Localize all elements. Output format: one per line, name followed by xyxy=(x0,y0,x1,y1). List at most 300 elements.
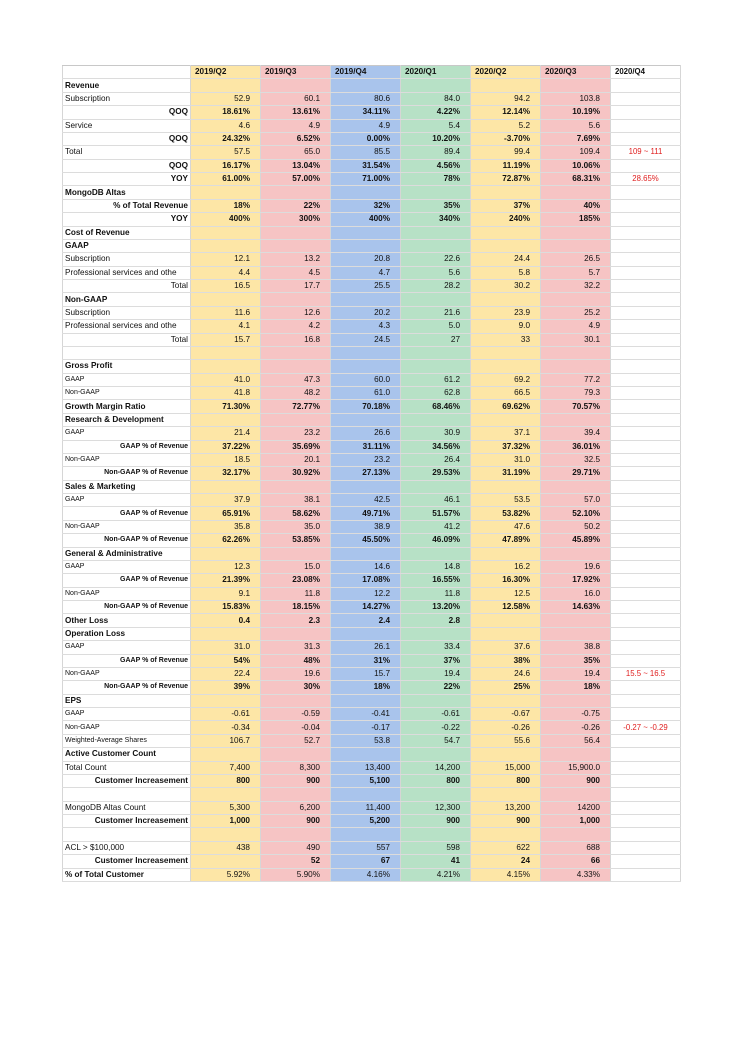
guidance-cell[interactable] xyxy=(611,641,681,654)
row-label-cell[interactable]: GAAP xyxy=(63,708,191,721)
value-cell[interactable]: 89.4 xyxy=(401,146,471,159)
value-cell[interactable]: 38.1 xyxy=(261,494,331,507)
value-cell[interactable]: 12.58% xyxy=(471,601,541,614)
value-cell[interactable] xyxy=(471,346,541,359)
value-cell[interactable]: 57.5 xyxy=(191,146,261,159)
row-label-cell[interactable]: GAAP % of Revenue xyxy=(63,440,191,453)
value-cell[interactable]: 24 xyxy=(471,855,541,868)
value-cell[interactable]: 598 xyxy=(401,841,471,854)
value-cell[interactable]: -0.04 xyxy=(261,721,331,734)
row-label-cell[interactable]: Weighted-Average Shares xyxy=(63,734,191,747)
value-cell[interactable]: 72.87% xyxy=(471,173,541,186)
value-cell[interactable]: 56.4 xyxy=(541,734,611,747)
row-label-cell[interactable]: Active Customer Count xyxy=(63,748,191,761)
value-cell[interactable]: 19.6 xyxy=(541,560,611,573)
value-cell[interactable]: 65.91% xyxy=(191,507,261,520)
value-cell[interactable]: 400% xyxy=(191,213,261,226)
value-cell[interactable]: 53.82% xyxy=(471,507,541,520)
guidance-cell[interactable] xyxy=(611,614,681,627)
value-cell[interactable]: 27 xyxy=(401,333,471,346)
value-cell[interactable]: 57.00% xyxy=(261,173,331,186)
guidance-cell[interactable] xyxy=(611,453,681,466)
row-label-cell[interactable]: Total Count xyxy=(63,761,191,774)
value-cell[interactable] xyxy=(191,547,261,560)
header-corner-cell[interactable] xyxy=(63,66,191,79)
value-cell[interactable]: 94.2 xyxy=(471,92,541,105)
value-cell[interactable]: 16.17% xyxy=(191,159,261,172)
value-cell[interactable]: 13.61% xyxy=(261,106,331,119)
value-cell[interactable]: 49.71% xyxy=(331,507,401,520)
value-cell[interactable] xyxy=(541,360,611,373)
value-cell[interactable]: 38.9 xyxy=(331,520,401,533)
value-cell[interactable] xyxy=(331,239,401,252)
row-label-cell[interactable]: Non-GAAP xyxy=(63,667,191,680)
value-cell[interactable] xyxy=(261,828,331,841)
value-cell[interactable] xyxy=(471,788,541,801)
guidance-cell[interactable] xyxy=(611,186,681,199)
value-cell[interactable] xyxy=(261,748,331,761)
value-cell[interactable]: 557 xyxy=(331,841,401,854)
value-cell[interactable]: 18% xyxy=(191,199,261,212)
value-cell[interactable]: 12.14% xyxy=(471,106,541,119)
value-cell[interactable]: 5.2 xyxy=(471,119,541,132)
value-cell[interactable]: 19.6 xyxy=(261,667,331,680)
value-cell[interactable]: 67 xyxy=(331,855,401,868)
value-cell[interactable]: 438 xyxy=(191,841,261,854)
value-cell[interactable]: 5.6 xyxy=(401,266,471,279)
row-label-cell[interactable]: Customer Increasement xyxy=(63,815,191,828)
guidance-cell[interactable] xyxy=(611,226,681,239)
value-cell[interactable] xyxy=(331,480,401,493)
guidance-cell[interactable] xyxy=(611,654,681,667)
guidance-cell[interactable] xyxy=(611,400,681,413)
value-cell[interactable]: 5.90% xyxy=(261,868,331,881)
row-label-cell[interactable]: Customer Increasement xyxy=(63,774,191,787)
value-cell[interactable] xyxy=(471,186,541,199)
value-cell[interactable]: 42.5 xyxy=(331,494,401,507)
value-cell[interactable]: 24.6 xyxy=(471,667,541,680)
value-cell[interactable]: 28.2 xyxy=(401,280,471,293)
value-cell[interactable]: 39% xyxy=(191,681,261,694)
value-cell[interactable]: 25.2 xyxy=(541,306,611,319)
value-cell[interactable] xyxy=(471,293,541,306)
value-cell[interactable] xyxy=(541,226,611,239)
value-cell[interactable]: -0.22 xyxy=(401,721,471,734)
value-cell[interactable]: 17.7 xyxy=(261,280,331,293)
value-cell[interactable]: 31.54% xyxy=(331,159,401,172)
value-cell[interactable]: 11.6 xyxy=(191,306,261,319)
value-cell[interactable]: 12.6 xyxy=(261,306,331,319)
value-cell[interactable]: 38% xyxy=(471,654,541,667)
value-cell[interactable]: 20.8 xyxy=(331,253,401,266)
value-cell[interactable]: 32.5 xyxy=(541,453,611,466)
value-cell[interactable]: 5,200 xyxy=(331,815,401,828)
value-cell[interactable]: 15,900.0 xyxy=(541,761,611,774)
value-cell[interactable]: 4.7 xyxy=(331,266,401,279)
value-cell[interactable]: 2.3 xyxy=(261,614,331,627)
value-cell[interactable]: 50.2 xyxy=(541,520,611,533)
row-label-cell[interactable]: Non-GAAP % of Revenue xyxy=(63,534,191,547)
value-cell[interactable]: 32.17% xyxy=(191,467,261,480)
value-cell[interactable]: -0.61 xyxy=(191,708,261,721)
value-cell[interactable]: 35% xyxy=(541,654,611,667)
value-cell[interactable] xyxy=(541,788,611,801)
value-cell[interactable]: 900 xyxy=(261,774,331,787)
value-cell[interactable]: 52.10% xyxy=(541,507,611,520)
value-cell[interactable]: 15.83% xyxy=(191,601,261,614)
value-cell[interactable] xyxy=(191,788,261,801)
value-cell[interactable]: 26.5 xyxy=(541,253,611,266)
guidance-cell[interactable] xyxy=(611,574,681,587)
row-label-cell[interactable]: MongoDB Altas xyxy=(63,186,191,199)
value-cell[interactable] xyxy=(401,627,471,640)
row-label-cell[interactable]: GAAP xyxy=(63,641,191,654)
row-label-cell[interactable]: GAAP xyxy=(63,427,191,440)
column-header[interactable]: 2019/Q3 xyxy=(261,66,331,79)
value-cell[interactable] xyxy=(191,748,261,761)
value-cell[interactable]: 106.7 xyxy=(191,734,261,747)
value-cell[interactable]: 0.00% xyxy=(331,132,401,145)
guidance-cell[interactable] xyxy=(611,694,681,707)
row-label-cell[interactable]: % of Total Revenue xyxy=(63,199,191,212)
guidance-cell[interactable] xyxy=(611,520,681,533)
guidance-cell[interactable]: -0.27 ~ -0.29 xyxy=(611,721,681,734)
column-header[interactable]: 2020/Q1 xyxy=(401,66,471,79)
value-cell[interactable]: 33.4 xyxy=(401,641,471,654)
value-cell[interactable]: 5.0 xyxy=(401,320,471,333)
guidance-cell[interactable] xyxy=(611,815,681,828)
value-cell[interactable]: 13.04% xyxy=(261,159,331,172)
value-cell[interactable]: 16.55% xyxy=(401,574,471,587)
value-cell[interactable]: 19.4 xyxy=(401,667,471,680)
value-cell[interactable]: 37% xyxy=(401,654,471,667)
value-cell[interactable]: 41.2 xyxy=(401,520,471,533)
value-cell[interactable]: 4.16% xyxy=(331,868,401,881)
value-cell[interactable]: 80.6 xyxy=(331,92,401,105)
value-cell[interactable] xyxy=(261,547,331,560)
value-cell[interactable] xyxy=(261,346,331,359)
value-cell[interactable]: 12.1 xyxy=(191,253,261,266)
value-cell[interactable]: 35.69% xyxy=(261,440,331,453)
value-cell[interactable]: 4.1 xyxy=(191,320,261,333)
column-header[interactable]: 2020/Q3 xyxy=(541,66,611,79)
value-cell[interactable] xyxy=(541,748,611,761)
row-label-cell[interactable]: Professional services and othe xyxy=(63,266,191,279)
value-cell[interactable]: 37.9 xyxy=(191,494,261,507)
value-cell[interactable] xyxy=(261,480,331,493)
value-cell[interactable]: 85.5 xyxy=(331,146,401,159)
row-label-cell[interactable] xyxy=(63,788,191,801)
value-cell[interactable]: 800 xyxy=(401,774,471,787)
value-cell[interactable] xyxy=(471,694,541,707)
value-cell[interactable] xyxy=(401,226,471,239)
value-cell[interactable]: 340% xyxy=(401,213,471,226)
value-cell[interactable]: 4.15% xyxy=(471,868,541,881)
value-cell[interactable] xyxy=(401,79,471,92)
row-label-cell[interactable]: Total xyxy=(63,146,191,159)
value-cell[interactable] xyxy=(541,239,611,252)
value-cell[interactable]: 22% xyxy=(261,199,331,212)
value-cell[interactable]: -0.41 xyxy=(331,708,401,721)
value-cell[interactable]: 40% xyxy=(541,199,611,212)
value-cell[interactable]: 20.2 xyxy=(331,306,401,319)
value-cell[interactable]: -0.26 xyxy=(541,721,611,734)
value-cell[interactable]: 6.52% xyxy=(261,132,331,145)
value-cell[interactable]: 62.8 xyxy=(401,387,471,400)
value-cell[interactable]: 4.56% xyxy=(401,159,471,172)
value-cell[interactable]: 240% xyxy=(471,213,541,226)
value-cell[interactable] xyxy=(401,694,471,707)
row-label-cell[interactable]: GAAP xyxy=(63,560,191,573)
guidance-cell[interactable] xyxy=(611,266,681,279)
value-cell[interactable]: 35.0 xyxy=(261,520,331,533)
value-cell[interactable] xyxy=(401,360,471,373)
row-label-cell[interactable]: Non-GAAP % of Revenue xyxy=(63,601,191,614)
row-label-cell[interactable]: Non-GAAP xyxy=(63,453,191,466)
guidance-cell[interactable] xyxy=(611,293,681,306)
value-cell[interactable]: 60.0 xyxy=(331,373,401,386)
value-cell[interactable] xyxy=(261,413,331,426)
value-cell[interactable]: 18.15% xyxy=(261,601,331,614)
row-label-cell[interactable]: EPS xyxy=(63,694,191,707)
value-cell[interactable]: 18% xyxy=(541,681,611,694)
value-cell[interactable]: 4.22% xyxy=(401,106,471,119)
value-cell[interactable]: 23.9 xyxy=(471,306,541,319)
value-cell[interactable]: 21.39% xyxy=(191,574,261,587)
value-cell[interactable]: 69.2 xyxy=(471,373,541,386)
value-cell[interactable]: 84.0 xyxy=(401,92,471,105)
value-cell[interactable]: 37.22% xyxy=(191,440,261,453)
value-cell[interactable]: 61.0 xyxy=(331,387,401,400)
value-cell[interactable]: 11,400 xyxy=(331,801,401,814)
row-label-cell[interactable]: QOQ xyxy=(63,159,191,172)
row-label-cell[interactable]: Research & Development xyxy=(63,413,191,426)
row-label-cell[interactable] xyxy=(63,346,191,359)
guidance-cell[interactable] xyxy=(611,560,681,573)
column-header[interactable]: 2020/Q2 xyxy=(471,66,541,79)
row-label-cell[interactable]: GAAP % of Revenue xyxy=(63,574,191,587)
value-cell[interactable] xyxy=(471,226,541,239)
guidance-cell[interactable] xyxy=(611,761,681,774)
value-cell[interactable]: 26.4 xyxy=(401,453,471,466)
row-label-cell[interactable]: Non-GAAP xyxy=(63,520,191,533)
guidance-cell[interactable] xyxy=(611,774,681,787)
guidance-cell[interactable] xyxy=(611,213,681,226)
guidance-cell[interactable] xyxy=(611,681,681,694)
value-cell[interactable]: 13.2 xyxy=(261,253,331,266)
value-cell[interactable] xyxy=(261,360,331,373)
value-cell[interactable]: 27.13% xyxy=(331,467,401,480)
value-cell[interactable] xyxy=(191,627,261,640)
value-cell[interactable]: 31% xyxy=(331,654,401,667)
value-cell[interactable] xyxy=(191,480,261,493)
value-cell[interactable]: 41.0 xyxy=(191,373,261,386)
value-cell[interactable]: 15,000 xyxy=(471,761,541,774)
value-cell[interactable]: 68.31% xyxy=(541,173,611,186)
row-label-cell[interactable]: Sales & Marketing xyxy=(63,480,191,493)
value-cell[interactable]: 14.6 xyxy=(331,560,401,573)
value-cell[interactable]: 41.8 xyxy=(191,387,261,400)
value-cell[interactable]: 103.8 xyxy=(541,92,611,105)
value-cell[interactable]: 51.57% xyxy=(401,507,471,520)
value-cell[interactable]: 2.4 xyxy=(331,614,401,627)
value-cell[interactable]: 52.7 xyxy=(261,734,331,747)
value-cell[interactable] xyxy=(331,186,401,199)
row-label-cell[interactable]: Customer Increasement xyxy=(63,855,191,868)
value-cell[interactable]: 622 xyxy=(471,841,541,854)
value-cell[interactable] xyxy=(191,855,261,868)
value-cell[interactable] xyxy=(471,828,541,841)
value-cell[interactable] xyxy=(471,614,541,627)
row-label-cell[interactable]: % of Total Customer xyxy=(63,868,191,881)
value-cell[interactable]: 21.4 xyxy=(191,427,261,440)
value-cell[interactable]: 31.0 xyxy=(471,453,541,466)
value-cell[interactable]: -0.61 xyxy=(401,708,471,721)
guidance-cell[interactable] xyxy=(611,387,681,400)
value-cell[interactable]: 24.4 xyxy=(471,253,541,266)
value-cell[interactable] xyxy=(331,788,401,801)
value-cell[interactable]: 4.9 xyxy=(331,119,401,132)
value-cell[interactable]: -3.70% xyxy=(471,132,541,145)
value-cell[interactable] xyxy=(541,547,611,560)
value-cell[interactable]: 14.27% xyxy=(331,601,401,614)
row-label-cell[interactable]: Subscription xyxy=(63,253,191,266)
value-cell[interactable] xyxy=(191,346,261,359)
value-cell[interactable]: 900 xyxy=(261,815,331,828)
value-cell[interactable] xyxy=(541,413,611,426)
value-cell[interactable]: 24.32% xyxy=(191,132,261,145)
value-cell[interactable] xyxy=(541,627,611,640)
value-cell[interactable]: 300% xyxy=(261,213,331,226)
value-cell[interactable] xyxy=(331,293,401,306)
value-cell[interactable]: 5.8 xyxy=(471,266,541,279)
value-cell[interactable] xyxy=(331,694,401,707)
value-cell[interactable] xyxy=(401,346,471,359)
value-cell[interactable]: 185% xyxy=(541,213,611,226)
guidance-cell[interactable] xyxy=(611,360,681,373)
value-cell[interactable]: 17.08% xyxy=(331,574,401,587)
guidance-cell[interactable] xyxy=(611,708,681,721)
value-cell[interactable]: 5.92% xyxy=(191,868,261,881)
value-cell[interactable]: 60.1 xyxy=(261,92,331,105)
row-label-cell[interactable]: Professional services and othe xyxy=(63,320,191,333)
value-cell[interactable] xyxy=(261,788,331,801)
value-cell[interactable]: 34.11% xyxy=(331,106,401,119)
value-cell[interactable]: 9.0 xyxy=(471,320,541,333)
value-cell[interactable]: 19.4 xyxy=(541,667,611,680)
value-cell[interactable] xyxy=(191,828,261,841)
value-cell[interactable]: 55.6 xyxy=(471,734,541,747)
value-cell[interactable]: 23.08% xyxy=(261,574,331,587)
guidance-cell[interactable] xyxy=(611,79,681,92)
value-cell[interactable]: 37.32% xyxy=(471,440,541,453)
row-label-cell[interactable]: Non-GAAP xyxy=(63,721,191,734)
value-cell[interactable] xyxy=(261,79,331,92)
value-cell[interactable]: 26.1 xyxy=(331,641,401,654)
row-label-cell[interactable]: GAAP xyxy=(63,239,191,252)
guidance-cell[interactable] xyxy=(611,106,681,119)
value-cell[interactable]: 15.7 xyxy=(331,667,401,680)
value-cell[interactable]: 32% xyxy=(331,199,401,212)
value-cell[interactable] xyxy=(401,788,471,801)
value-cell[interactable]: 57.0 xyxy=(541,494,611,507)
value-cell[interactable]: 46.09% xyxy=(401,534,471,547)
value-cell[interactable]: 20.1 xyxy=(261,453,331,466)
value-cell[interactable] xyxy=(401,186,471,199)
value-cell[interactable]: 15.0 xyxy=(261,560,331,573)
value-cell[interactable]: 11.8 xyxy=(401,587,471,600)
guidance-cell[interactable] xyxy=(611,547,681,560)
value-cell[interactable]: 70.18% xyxy=(331,400,401,413)
guidance-cell[interactable]: 28.65% xyxy=(611,173,681,186)
value-cell[interactable]: -0.67 xyxy=(471,708,541,721)
value-cell[interactable] xyxy=(471,480,541,493)
value-cell[interactable]: 99.4 xyxy=(471,146,541,159)
row-label-cell[interactable]: YOY xyxy=(63,213,191,226)
value-cell[interactable]: 30.2 xyxy=(471,280,541,293)
row-label-cell[interactable]: MongoDB Altas Count xyxy=(63,801,191,814)
value-cell[interactable]: 5,300 xyxy=(191,801,261,814)
value-cell[interactable]: 4.33% xyxy=(541,868,611,881)
value-cell[interactable]: -0.59 xyxy=(261,708,331,721)
value-cell[interactable] xyxy=(471,413,541,426)
row-label-cell[interactable]: Non-GAAP xyxy=(63,587,191,600)
guidance-cell[interactable] xyxy=(611,413,681,426)
value-cell[interactable]: 62.26% xyxy=(191,534,261,547)
value-cell[interactable] xyxy=(261,186,331,199)
value-cell[interactable] xyxy=(191,79,261,92)
value-cell[interactable]: 13.20% xyxy=(401,601,471,614)
value-cell[interactable]: 31.19% xyxy=(471,467,541,480)
row-label-cell[interactable]: QOQ xyxy=(63,132,191,145)
value-cell[interactable]: -0.34 xyxy=(191,721,261,734)
value-cell[interactable]: 17.92% xyxy=(541,574,611,587)
value-cell[interactable]: 4.5 xyxy=(261,266,331,279)
value-cell[interactable]: 22.6 xyxy=(401,253,471,266)
guidance-cell[interactable] xyxy=(611,828,681,841)
value-cell[interactable]: 1,000 xyxy=(191,815,261,828)
value-cell[interactable] xyxy=(261,627,331,640)
value-cell[interactable]: 5,100 xyxy=(331,774,401,787)
guidance-cell[interactable] xyxy=(611,627,681,640)
guidance-cell[interactable] xyxy=(611,734,681,747)
value-cell[interactable] xyxy=(191,694,261,707)
value-cell[interactable] xyxy=(541,480,611,493)
value-cell[interactable]: 35.8 xyxy=(191,520,261,533)
row-label-cell[interactable]: Revenue xyxy=(63,79,191,92)
value-cell[interactable]: 54% xyxy=(191,654,261,667)
value-cell[interactable]: -0.75 xyxy=(541,708,611,721)
value-cell[interactable]: 5.7 xyxy=(541,266,611,279)
value-cell[interactable]: 6,200 xyxy=(261,801,331,814)
row-label-cell[interactable]: Non-GAAP % of Revenue xyxy=(63,467,191,480)
value-cell[interactable] xyxy=(541,79,611,92)
value-cell[interactable] xyxy=(401,293,471,306)
value-cell[interactable] xyxy=(191,360,261,373)
value-cell[interactable]: 31.3 xyxy=(261,641,331,654)
value-cell[interactable]: 4.2 xyxy=(261,320,331,333)
row-label-cell[interactable]: Non-GAAP xyxy=(63,387,191,400)
value-cell[interactable] xyxy=(541,694,611,707)
value-cell[interactable]: 46.1 xyxy=(401,494,471,507)
value-cell[interactable]: 22.4 xyxy=(191,667,261,680)
value-cell[interactable]: -0.26 xyxy=(471,721,541,734)
value-cell[interactable]: 11.19% xyxy=(471,159,541,172)
row-label-cell[interactable]: GAAP % of Revenue xyxy=(63,654,191,667)
value-cell[interactable] xyxy=(331,748,401,761)
guidance-cell[interactable] xyxy=(611,868,681,881)
value-cell[interactable] xyxy=(541,293,611,306)
